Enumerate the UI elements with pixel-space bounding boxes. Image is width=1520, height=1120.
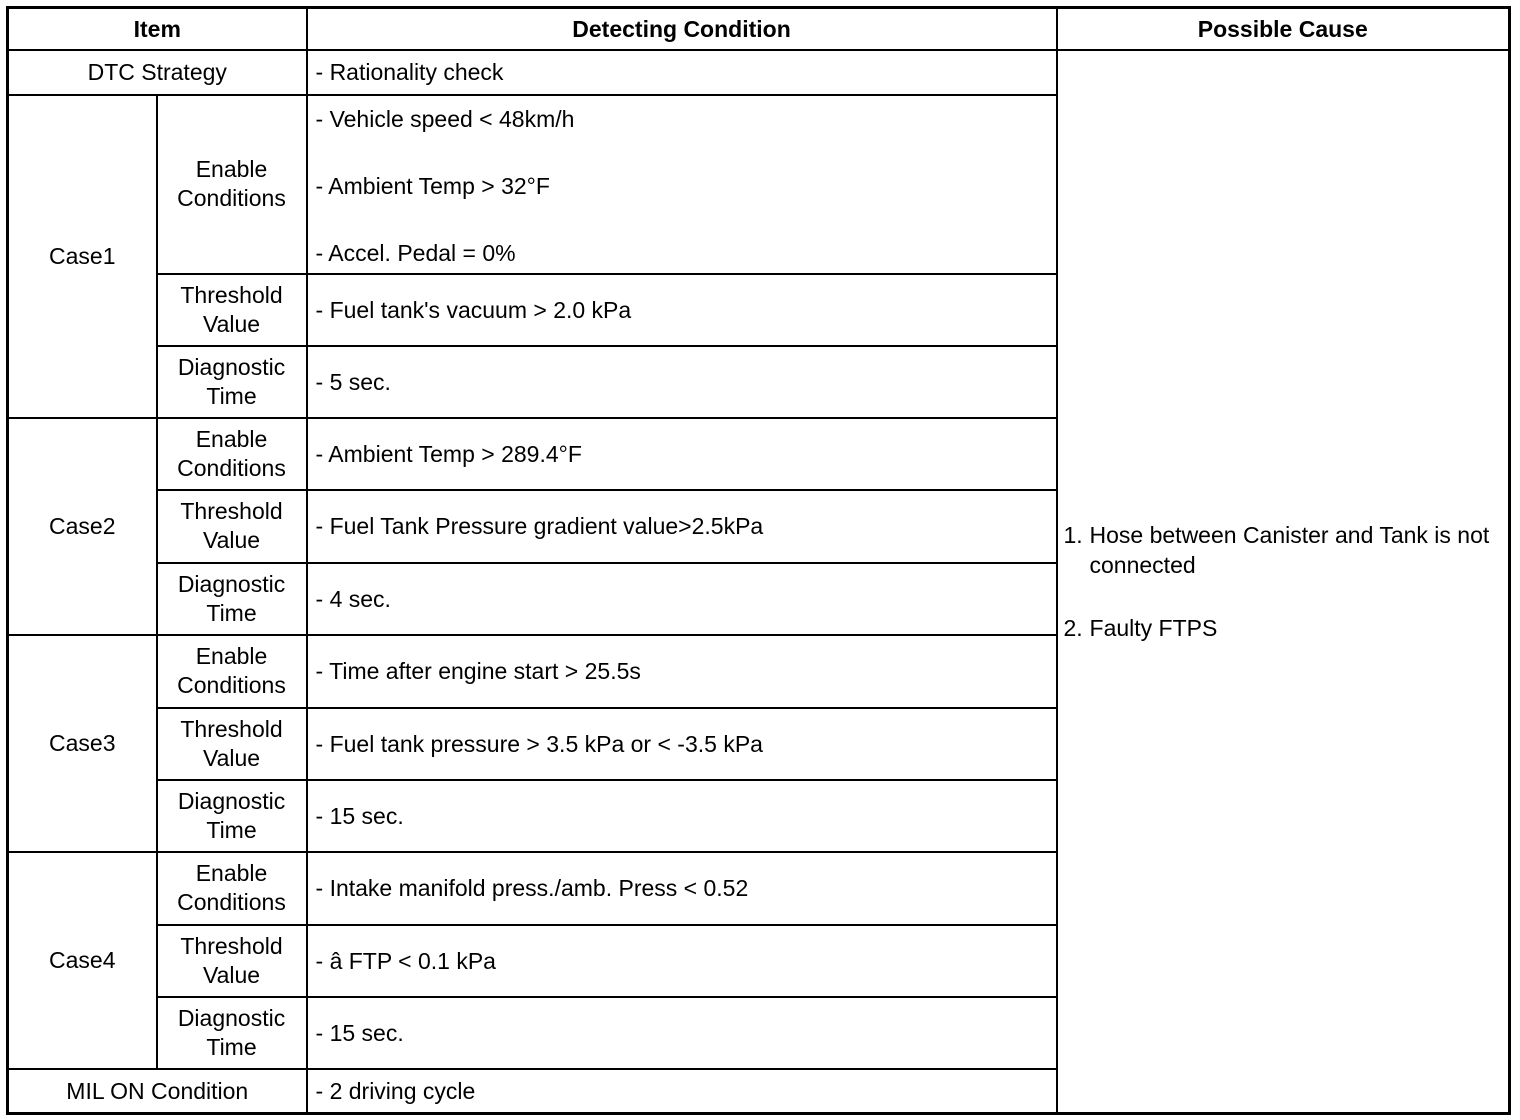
- case1-enable-label: [157, 95, 307, 274]
- case1-diagnostic-time: - 5 sec.: [307, 346, 1057, 418]
- case4-diagnostic-label: [157, 997, 307, 1069]
- possible-cause-number: 2.: [1063, 614, 1083, 641]
- dtc-strategy-value: - Rationality check: [307, 50, 1057, 95]
- case3-diagnostic-label: [157, 780, 307, 852]
- threshold-label-line1: Threshold: [180, 281, 283, 308]
- diagnostic-label-line2: Time: [206, 382, 257, 409]
- case4-label: Case4: [8, 852, 157, 1069]
- possible-cause-text: Hose between Canister and Tank is not connected: [1089, 521, 1490, 578]
- diagnostic-label-line2: Time: [206, 1033, 257, 1060]
- threshold-label-line2: Value: [202, 310, 261, 337]
- threshold-label-line1: Threshold: [180, 498, 283, 524]
- threshold-label-line2: Value: [202, 527, 261, 553]
- mil-on-value: - 2 driving cycle: [307, 1069, 1057, 1114]
- possible-cause-cell: [1057, 50, 1510, 1114]
- case1-enable-condition: - Ambient Temp > 32°F: [315, 172, 550, 199]
- case3-label: Case3: [8, 635, 157, 852]
- threshold-label-line1: Threshold: [180, 932, 283, 959]
- diagnostic-label-line2: Time: [206, 816, 257, 843]
- case2-enable-condition: - Ambient Temp > 289.4°F: [307, 418, 1057, 490]
- case3-diagnostic-time: - 15 sec.: [307, 780, 1057, 852]
- enable-label-line1: Enable: [195, 860, 268, 886]
- case3-threshold-label: [157, 708, 307, 780]
- case4-threshold-label: [157, 925, 307, 997]
- diagnostic-label-line1: Diagnostic: [177, 570, 286, 597]
- threshold-label-line1: Threshold: [180, 715, 283, 742]
- case1-label: Case1: [8, 95, 157, 418]
- case3-threshold-value: - Fuel tank pressure > 3.5 kPa or < -3.5 kPa: [307, 708, 1057, 780]
- case2-enable-label: [157, 418, 307, 490]
- dtc-strategy-label: DTC Strategy: [8, 50, 307, 95]
- threshold-label-line2: Value: [202, 744, 261, 771]
- possible-cause-item: [1064, 520, 1491, 580]
- threshold-label-line2: Value: [202, 961, 261, 988]
- mil-on-label: MIL ON Condition: [8, 1069, 307, 1114]
- diagnostic-label-line1: Diagnostic: [177, 787, 286, 814]
- case2-threshold-value: - Fuel Tank Pressure gradient value>2.5kPa: [307, 490, 1057, 563]
- header-item: Item: [8, 8, 307, 50]
- diagnostic-label-line1: Diagnostic: [177, 353, 286, 380]
- dtc-spec-table: [6, 6, 1511, 1115]
- enable-label-line1: Enable: [195, 643, 268, 669]
- possible-cause-text: Faulty FTPS: [1089, 614, 1218, 641]
- case2-diagnostic-time: - 4 sec.: [307, 563, 1057, 635]
- enable-label-line2: Conditions: [177, 889, 286, 915]
- case2-threshold-label: [157, 490, 307, 563]
- enable-label-line1: Enable: [195, 156, 268, 182]
- case4-threshold-value: - â FTP < 0.1 kPa: [307, 925, 1057, 997]
- diagnostic-label-line1: Diagnostic: [177, 1004, 286, 1031]
- case2-label: Case2: [8, 418, 157, 635]
- case1-enable-condition: - Vehicle speed < 48km/h: [315, 105, 575, 132]
- header-detecting-condition: Detecting Condition: [307, 8, 1057, 50]
- case1-enable-conditions: [307, 95, 1057, 274]
- enable-label-line2: Conditions: [177, 454, 286, 481]
- header-possible-cause: Possible Cause: [1057, 8, 1510, 50]
- case2-diagnostic-label: [157, 563, 307, 635]
- enable-label-line1: Enable: [195, 425, 268, 452]
- possible-cause-item: [1064, 613, 1491, 643]
- case4-enable-label: [157, 852, 307, 925]
- case4-enable-condition: - Intake manifold press./amb. Press < 0.52: [307, 852, 1057, 925]
- dtc-strategy-row: [8, 50, 1510, 95]
- possible-cause-number: 1.: [1063, 521, 1083, 548]
- case4-diagnostic-time: - 15 sec.: [307, 997, 1057, 1069]
- diagnostic-label-line2: Time: [206, 599, 257, 626]
- enable-label-line2: Conditions: [177, 672, 286, 698]
- header-row: [8, 8, 1510, 50]
- case3-enable-condition: - Time after engine start > 25.5s: [307, 635, 1057, 708]
- case1-threshold-value: - Fuel tank's vacuum > 2.0 kPa: [307, 274, 1057, 346]
- case1-enable-condition: - Accel. Pedal = 0%: [315, 239, 516, 266]
- case1-threshold-label: [157, 274, 307, 346]
- case1-diagnostic-label: [157, 346, 307, 418]
- case3-enable-label: [157, 635, 307, 708]
- enable-label-line2: Conditions: [177, 185, 286, 211]
